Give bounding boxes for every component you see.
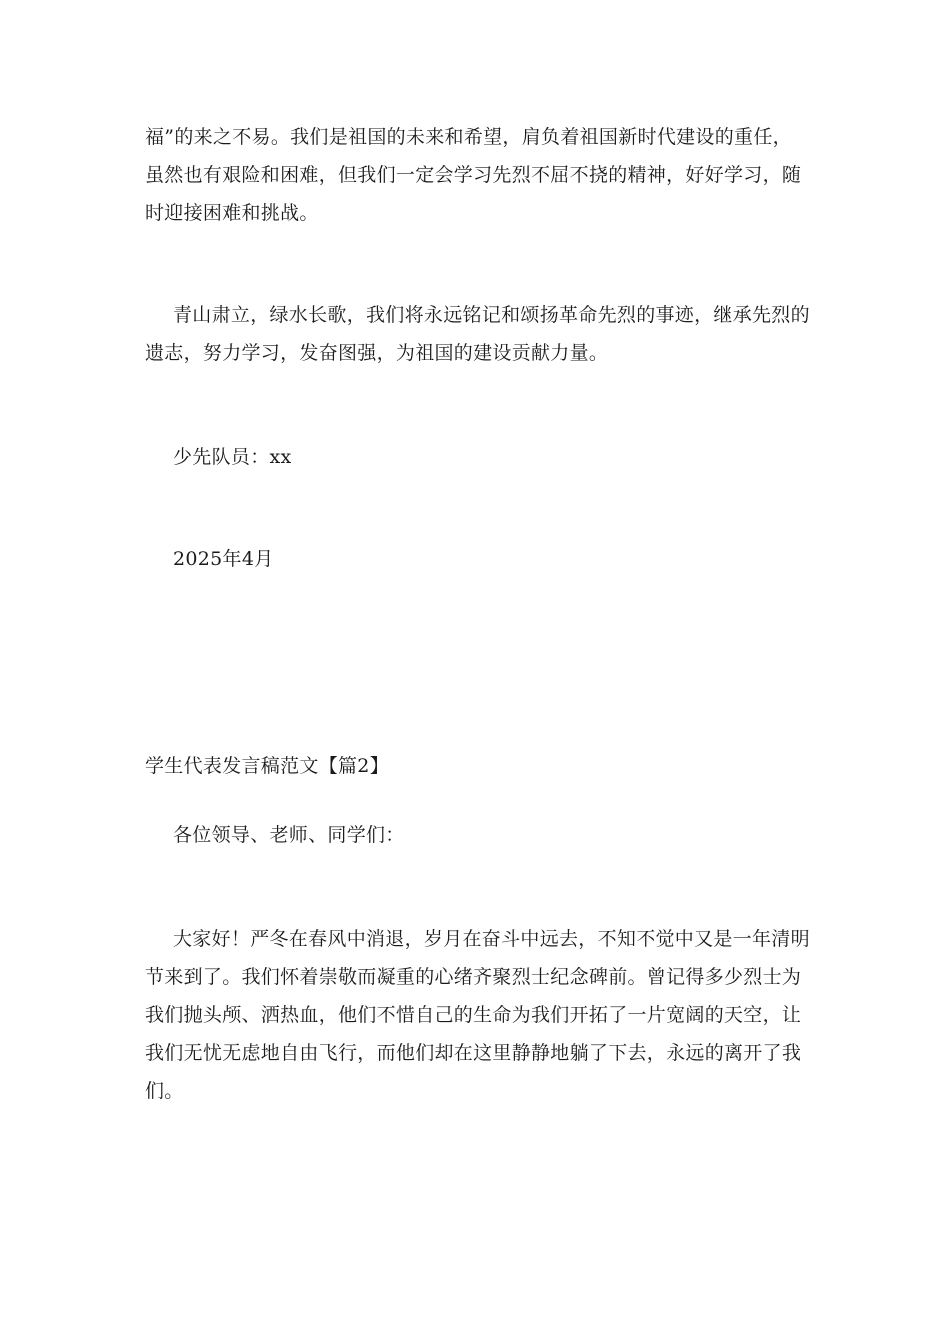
section-title: 学生代表发言稿范文【篇2】 — [145, 755, 389, 777]
paragraph-1-line-2: 虽然也有艰险和困难，但我们一定会学习先烈不屈不挠的精神，好好学习，随 — [145, 164, 802, 186]
paragraph-2-line-1: 青山肃立，绿水长歌，我们将永远铭记和颂扬革命先烈的事迹，继承先烈的 — [173, 304, 810, 326]
paragraph-2-line-2: 遗志，努力学习，发奋图强，为祖国的建设贡献力量。 — [145, 342, 609, 364]
greeting: 各位领导、老师、同学们： — [173, 824, 405, 846]
paragraph-3-line-3: 我们抛头颅、洒热血，他们不惜自己的生命为我们开拓了一片宽阔的天空，让 — [145, 1004, 802, 1026]
paragraph-3-line-4: 我们无忧无虑地自由飞行，而他们却在这里静静地躺了下去，永远的离开了我 — [145, 1042, 802, 1064]
date: 2025年4月 — [173, 548, 274, 570]
paragraph-3-line-2: 节来到了。我们怀着崇敬而凝重的心绪齐聚烈士纪念碑前。曾记得多少烈士为 — [145, 966, 802, 988]
paragraph-1-line-3: 时迎接困难和挑战。 — [145, 202, 319, 224]
signature: 少先队员：xx — [173, 446, 292, 468]
paragraph-3-line-5: 们。 — [145, 1080, 184, 1102]
paragraph-3-line-1: 大家好！严冬在春风中消退，岁月在奋斗中远去，不知不觉中又是一年清明 — [173, 928, 810, 950]
paragraph-1-line-1: 福”的来之不易。我们是祖国的未来和希望，肩负着祖国新时代建设的重任， — [145, 126, 792, 148]
